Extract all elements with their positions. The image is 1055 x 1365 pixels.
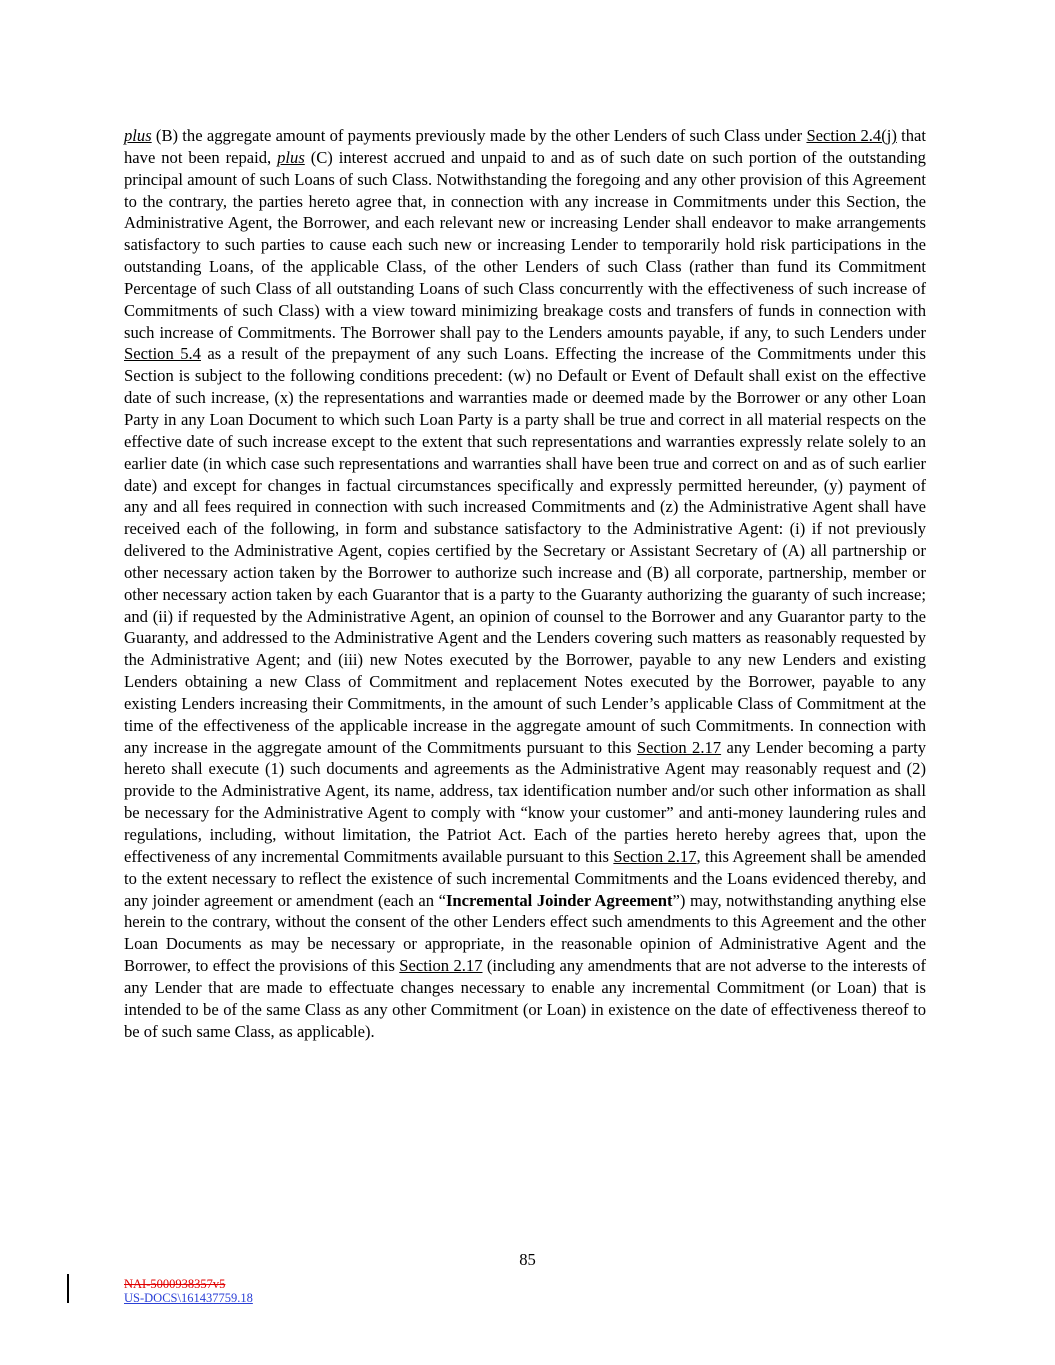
revision-change-bar [67, 1274, 69, 1303]
body-paragraph [124, 125, 926, 1042]
text-run: that have not been repaid, [124, 126, 927, 167]
emphasis-plus: plus [124, 126, 152, 145]
section-ref: Section 5.4 [124, 344, 201, 364]
text-run: ”) may, notwithstanding anything else herein to the contrary, without the consent of the other Lenders effect such amendments to this Agreement and the other Loan Documents as may be necessary or appropriate, in the reasonable opinion of Administrative Agent and the Borrower, to effect the provisions of this [124, 890, 926, 976]
section-ref: Section 2.17 [613, 846, 697, 866]
document-footer [124, 1277, 253, 1305]
text-run: as a result of the prepayment of any such Loans. Effecting the increase of the Commitments under this Section is subject to the following conditions precedent: (w) no Default or Event of Default shall exist on the effective date of such increase, (x) the representations and warranties made or deemed made by the Borrower or any other Loan Party in any Loan Document to which such Loan Party is a party shall be true and correct in all material respects on the effective date of such increase except to the extent that such representations and warranties expressly relate solely to an earlier date (in which case such representations and warranties shall have been true and correct on and as of such earlier date) and except for changes in factual circumstances specifically and expressly permitted hereunder, (y) payment of any and all fees required in connection with such increased Commitments and (z) the Administrative Agent shall have received each of the following, in form and substance satisfactory to the Administrative Agent: (i) if not previously delivered to the Administrative Agent, copies certified by the Secretary or Assistant Secretary of (A) all partnership or other necessary action taken by the Borrower to authorize such increase and (B) all corporate, partnership, member or other necessary action taken by each Guarantor that is a party to the Guaranty authorizing the guaranty of such increase; and (ii) if requested by the Administrative Agent, an opinion of counsel to the Borrower and any Guarantor party to the Guaranty, and addressed to the Administrative Agent and the Lenders covering such matters as reasonably requested by the Administrative Agent; and (iii) new Notes executed by the Borrower, payable to any new Lenders and existing Lenders obtaining a new Class of Commitment and replacement Notes executed by the Borrower, payable to any existing Lenders increasing their Commitments, in the amount of such Lender’s applicable Class of Commitment at the time of the effectiveness of the applicable increase in the aggregate amount of such Commitments. In connection with any increase in the aggregate amount of the Commitments pursuant to this [124, 344, 926, 757]
text-run: (B) the aggregate amount of payments previously made by the other Lenders of such Class under [151, 126, 807, 145]
text-run: any Lender becoming a party hereto shall execute (1) such documents and agreements as the Administrative Agent may reasonably request and (2) provide to the Administrative Agent, its name, address, tax identification number and/or such other information as shall be necessary for the Administrative Agent to comply with “know your customer” and anti-money laundering rules and regulations, including, without limitation, the Patriot Act. Each of the parties hereto hereby agrees that, upon the effectiveness of any incremental Commitments available pursuant to this [124, 737, 926, 866]
section-ref: Section 2.4(j) [806, 126, 897, 145]
text-run: , this Agreement shall be amended to the extent necessary to reflect the existence of such incremental Commitments and the Loans evidenced thereby, and any joinder agreement or amendment (each an “ [124, 846, 926, 910]
section-ref: Section 2.17 [636, 737, 722, 757]
emphasis-plus: plus [277, 147, 305, 167]
section-ref: Section 2.17 [399, 956, 483, 976]
page-number: 85 [519, 1250, 536, 1269]
defined-term: Incremental Joinder Agreement [445, 890, 673, 910]
text-run: (C) interest accrued and unpaid to and as of such date on such portion of the outstanding principal amount of such Loans of such Class. Notwithstanding the foregoing and any other provision of this Agreement to the contrary, the parties hereto agree that, in connection with any increase in Commitments under this Section, the Administrative Agent, the Borrower, and each relevant new or increasing Lender shall endeavor to make arrangements satisfactory to such parties to cause each such new or increasing Lender to temporarily hold risk participations in the outstanding Loans, of the applicable Class, of the other Lenders of such Class (rather than fund its Commitment Percentage of such Class of all outstanding Loans of such Class concurrently with the effectiveness of such increase of Commitments of such Class) with a view toward minimizing breakage costs and transfers of funds in connection with such increase of Commitments. The Borrower shall pay to the Lenders amounts payable, if any, to such Lenders under [124, 147, 926, 342]
deleted-doc-id: NAI-5000938357v5 [124, 1277, 226, 1291]
inserted-doc-id: US-DOCS\161437759.18 [124, 1291, 253, 1305]
text-run: (including any amendments that are not adverse to the interests of any Lender that are made to effectuate changes necessary to enable any incremental Commitment (or Loan) that is intended to be of the same Class as any other Commitment (or Loan) in existence on the date of effectiveness thereof to be of such same Class, as applicable). [124, 956, 926, 1041]
